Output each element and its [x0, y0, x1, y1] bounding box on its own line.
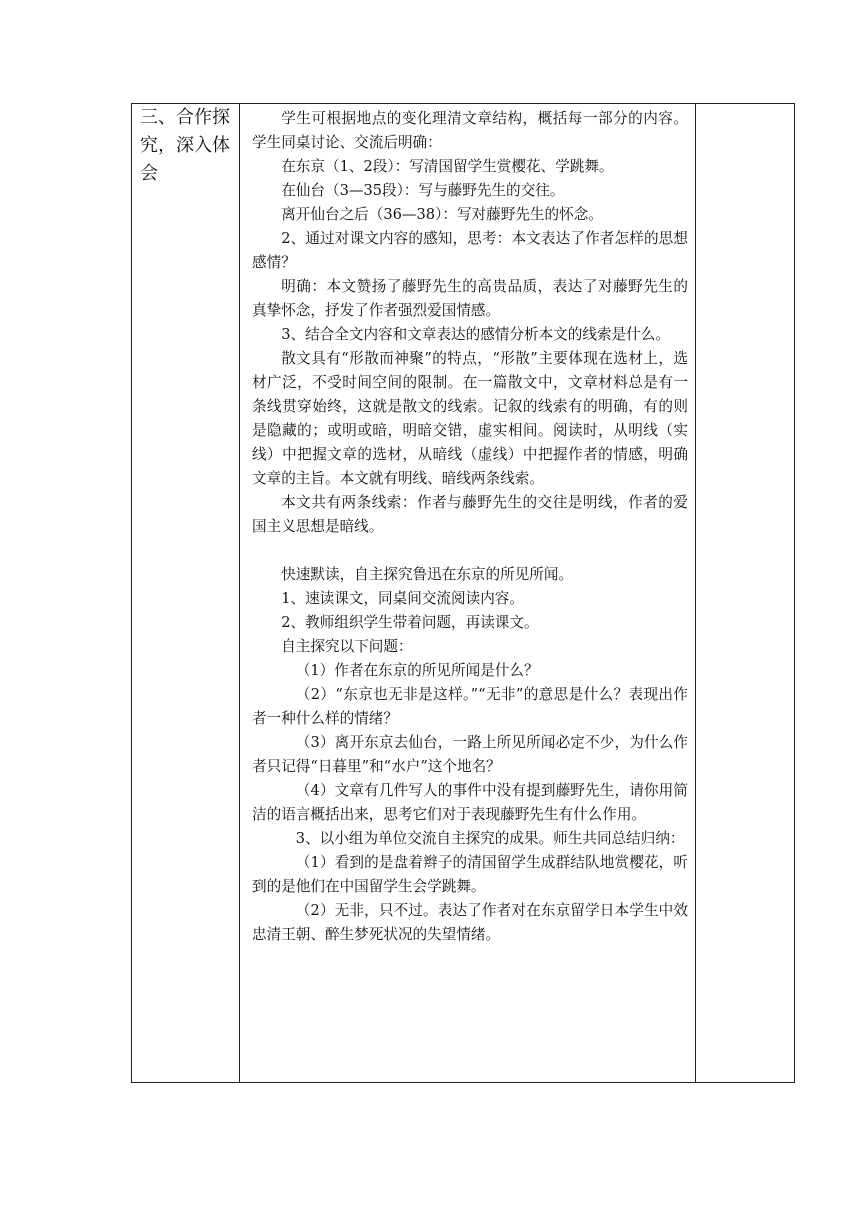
- section-cell: [132, 104, 240, 1083]
- paragraph: 2、通过对课文内容的感知，思考：本文表达了作者怎样的思想感情？: [252, 230, 688, 271]
- paragraph: 1、速读课文，同桌间交流阅读内容。: [281, 590, 524, 607]
- blank-line: [252, 539, 688, 563]
- section-label: 三、合作探究，深入体会: [140, 107, 230, 184]
- paragraph: 自主探究以下问题：: [281, 638, 413, 655]
- paragraph: 离开仙台之后（36—38）：写对藤野先生的怀念。: [281, 206, 603, 223]
- paragraph: （3）离开东京去仙台，一路上所见所闻必定不少，为什么作者只记得“日暮里”和“水户”这个地名？: [252, 734, 688, 775]
- lesson-table: [131, 103, 795, 1083]
- paragraph: 2、教师组织学生带着问题，再读课文。: [281, 614, 539, 631]
- paragraph: （4）文章有几件写人的事件中没有提到藤野先生，请你用简洁的语言概括出来，思考它们对于表现藤野先生有什么作用。: [252, 782, 688, 823]
- content-cell: [240, 104, 696, 1083]
- paragraph: 明确：本文赞扬了藤野先生的高贵品质，表达了对藤野先生的真挚怀念，抒发了作者强烈爱国情感。: [252, 278, 688, 319]
- paragraph: 快速默读，自主探究鲁迅在东京的所见所闻。: [281, 566, 574, 583]
- content-text: [240, 104, 695, 947]
- table-row: [132, 104, 795, 1083]
- paragraph: （2）无非，只不过。表达了作者对在东京留学日本学生中效忠清王朝、醉生梦死状况的失望情绪。: [252, 902, 688, 943]
- paragraph: （1）作者在东京的所见所闻是什么？: [295, 662, 539, 679]
- paragraph: 在东京（1、2段）：写清国留学生赏樱花、学跳舞。: [281, 158, 614, 175]
- paragraph: （2）“东京也无非是这样。”“无非”的意思是什么？表现出作者一种什么样的情绪？: [252, 686, 688, 727]
- notes-cell: [696, 104, 795, 1083]
- paragraph: 本文共有两条线索：作者与藤野先生的交往是明线，作者的爱国主义思想是暗线。: [252, 494, 688, 535]
- paragraph: （1）看到的是盘着辫子的清国留学生成群结队地赏樱花，听到的是他们在中国留学生会学跳舞。: [252, 854, 688, 895]
- paragraph: 在仙台（3—35段）：写与藤野先生的交往。: [281, 182, 565, 199]
- paragraph: 3、结合全文内容和文章表达的感情分析本文的线索是什么。: [281, 326, 670, 343]
- paragraph: 散文具有“形散而神聚”的特点，“形散”主要体现在选材上，选材广泛，不受时间空间的限制。在一篇散文中，文章材料总是有一条线贯穿始终，这就是散文的线索。记叙的线索有的明确，有的则是隐藏的；或明或暗，明暗交错，虚实相间。阅读时，从明线（实线）中把握文章的选材，从暗线（虚线）中把握作者的情感，明确文章的主旨。本文就有明线、暗线两条线索。: [252, 350, 688, 487]
- paragraph: 3、以小组为单位交流自主探究的成果。师生共同总结归纳：: [295, 830, 685, 847]
- paragraph: 学生可根据地点的变化理清文章结构，概括每一部分的内容。学生同桌讨论、交流后明确：: [252, 110, 688, 151]
